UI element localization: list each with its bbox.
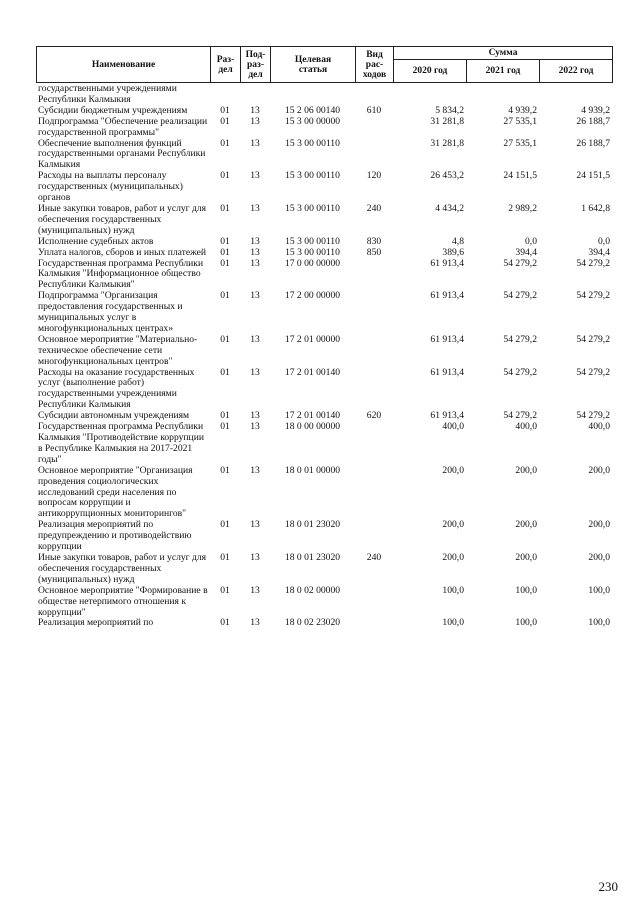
row-sum-2022: 100,0 [588, 617, 610, 629]
row-vid [355, 259, 393, 292]
row-vid: 240 [366, 551, 382, 563]
row-statya: 17 0 00 00000 [284, 257, 341, 269]
row-podrazdel: 13 [250, 551, 260, 563]
row-razdel: 01 [220, 464, 230, 476]
row-statya: 17 2 01 00140 [284, 410, 341, 422]
row-podrazdel: 13 [250, 202, 260, 214]
row-podrazdel: 13 [250, 290, 260, 302]
row-vid: 620 [366, 410, 382, 422]
row-razdel [210, 84, 240, 106]
row-statya: 17 2 00 00000 [284, 290, 341, 302]
row-podrazdel: 13 [250, 170, 260, 182]
table-row [36, 553, 612, 586]
row-sum-2020: 100,0 [442, 584, 464, 596]
row-sum-2020: 61 913,4 [430, 410, 464, 422]
row-sum-2020: 200,0 [442, 519, 464, 531]
row-sum-2021: 100,0 [515, 584, 537, 596]
table-row [36, 248, 612, 259]
header-summa: Сумма [394, 47, 613, 60]
row-podrazdel: 13 [250, 104, 260, 116]
row-sum-2022: 4 939,2 [581, 104, 610, 116]
row-sum-2021: 54 279,2 [503, 366, 537, 378]
row-razdel: 01 [220, 421, 230, 433]
row-sum-2021: 200,0 [515, 464, 537, 476]
row-sum-2022: 400,0 [588, 421, 610, 433]
row-statya: 15 3 00 00110 [285, 202, 340, 214]
row-sum-2021: 54 279,2 [503, 290, 537, 302]
row-sum-2022: 54 279,2 [576, 366, 610, 378]
row-name: Иные закупки товаров, работ и услуг для обеспечения государственных (муниципальных) нужд [38, 202, 207, 236]
row-razdel: 01 [220, 170, 230, 182]
row-sum-2022: 24 151,5 [576, 170, 610, 182]
row-name: Подпрограмма "Обеспечение реализации государственной программы" [38, 115, 208, 138]
header-name: Наименование [37, 47, 211, 83]
row-sum-2022: 200,0 [588, 464, 610, 476]
row-name: Государственная программа Республики Калмыкия "Противодействие коррупции в Республике Калмыкия на 2017-2021 годы" [38, 421, 204, 465]
row-razdel: 01 [220, 333, 230, 345]
row-razdel: 01 [220, 290, 230, 302]
row-statya: 15 2 06 00140 [284, 104, 341, 116]
table-row [36, 171, 612, 204]
row-sum-2022: 100,0 [588, 584, 610, 596]
row-statya: 18 0 01 00000 [284, 464, 341, 476]
row-sum-2021: 54 279,2 [503, 257, 537, 269]
row-podrazdel: 13 [250, 246, 260, 258]
row-podrazdel: 13 [250, 519, 260, 531]
row-razdel: 01 [220, 257, 230, 269]
row-sum-2021: 200,0 [515, 519, 537, 531]
row-razdel: 01 [220, 551, 230, 563]
row-name: Основное мероприятие "Формирование в обществе нетерпимого отношения к коррупции" [38, 584, 208, 618]
row-name: Обеспечение выполнения функций государственными органами Республики Калмыкия [38, 137, 206, 171]
row-sum-2021: 24 151,5 [503, 170, 537, 182]
row-vid [355, 422, 393, 466]
row-name: Субсидии бюджетным учреждениям [38, 104, 188, 116]
table-row [36, 259, 612, 292]
row-podrazdel: 13 [250, 421, 260, 433]
row-podrazdel [240, 84, 270, 106]
row-razdel: 01 [220, 202, 230, 214]
row-podrazdel: 13 [250, 137, 260, 149]
row-sum-2021: 400,0 [515, 421, 537, 433]
row-podrazdel: 13 [250, 333, 260, 345]
row-statya: 18 0 02 23020 [284, 617, 341, 629]
row-sum-2020: 100,0 [442, 617, 464, 629]
table-row [36, 586, 612, 619]
row-podrazdel: 13 [250, 257, 260, 269]
table-row [36, 466, 612, 521]
row-podrazdel: 13 [250, 617, 260, 629]
table-row [36, 237, 612, 248]
row-sum-2022: 26 188,7 [576, 115, 610, 127]
row-sum-2020: 4 434,2 [435, 202, 464, 214]
row-sum-2022: 54 279,2 [576, 290, 610, 302]
row-sum-2022: 54 279,2 [576, 333, 610, 345]
table-row [36, 84, 612, 106]
row-vid [355, 520, 393, 553]
row-name: Иные закупки товаров, работ и услуг для обеспечения государственных (муниципальных) нужд [38, 551, 207, 585]
row-podrazdel: 13 [250, 366, 260, 378]
row-statya: 15 3 00 00110 [285, 235, 340, 247]
row-statya: 18 0 02 00000 [284, 584, 341, 596]
row-vid [355, 335, 393, 368]
table-row [36, 291, 612, 335]
row-vid: 830 [366, 235, 382, 247]
row-sum-2022: 0,0 [598, 235, 610, 247]
row-vid [355, 586, 393, 619]
table-row [36, 422, 612, 466]
row-statya [270, 84, 355, 106]
row-name: Расходы на оказание государственных услуг (выполнение работ) государственными учреждениями Республики Калмыкия [38, 366, 195, 411]
row-statya: 18 0 01 23020 [284, 519, 341, 531]
row-sum-2020: 4,8 [452, 235, 464, 247]
row-sum-2020: 389,6 [442, 246, 464, 258]
row-name: Расходы на выплаты персоналу государственных (муниципальных) органов [38, 170, 183, 204]
row-name: Уплата налогов, сборов и иных платежей [38, 246, 207, 258]
row-razdel: 01 [220, 104, 230, 116]
row-sum-2020: 400,0 [442, 421, 464, 433]
row-sum-2020: 31 281,8 [430, 137, 464, 149]
table-row [36, 335, 612, 368]
row-sum-2022: 394,4 [588, 246, 610, 258]
row-sum-2021: 27 535,1 [503, 115, 537, 127]
table-row [36, 204, 612, 237]
row-sum-2020: 61 913,4 [430, 366, 464, 378]
row-razdel: 01 [220, 246, 230, 258]
header-statya: Целевая статья [271, 47, 356, 83]
row-sum-2021: 54 279,2 [503, 333, 537, 345]
row-sum-2022 [539, 84, 612, 106]
row-vid: 120 [366, 170, 382, 182]
header-vid: Вид рас- ходов [356, 47, 394, 83]
row-sum-2020: 61 913,4 [430, 333, 464, 345]
row-statya: 18 0 00 00000 [284, 421, 341, 433]
row-name: Субсидии автономным учреждениям [38, 410, 190, 422]
row-sum-2022: 200,0 [588, 519, 610, 531]
row-sum-2021: 54 279,2 [503, 410, 537, 422]
row-name: Реализация мероприятий по предупреждению и противодействию коррупции [38, 519, 192, 553]
row-vid [355, 84, 393, 106]
header-2022: 2022 год [540, 60, 613, 83]
row-sum-2021: 200,0 [515, 551, 537, 563]
header-2021: 2021 год [467, 60, 540, 83]
row-sum-2020: 5 834,2 [435, 104, 464, 116]
row-statya: 18 0 01 23020 [284, 551, 341, 563]
row-vid [355, 618, 393, 629]
row-vid [355, 291, 393, 335]
row-sum-2021 [466, 84, 539, 106]
row-sum-2022: 26 188,7 [576, 137, 610, 149]
row-sum-2020 [393, 84, 466, 106]
row-podrazdel: 13 [250, 235, 260, 247]
page-number: 230 [598, 879, 618, 894]
row-podrazdel: 13 [250, 115, 260, 127]
row-sum-2022: 1 642,8 [581, 202, 610, 214]
row-razdel: 01 [220, 115, 230, 127]
row-razdel: 01 [220, 410, 230, 422]
row-vid [355, 466, 393, 521]
header-razdel: Раз- дел [211, 47, 241, 83]
row-name: Подпрограмма "Организация предоставления государственных и муниципальных услуг в многофункциональных центрах» [38, 290, 183, 334]
row-vid: 240 [366, 202, 382, 214]
row-sum-2021: 0,0 [525, 235, 537, 247]
row-sum-2021: 27 535,1 [503, 137, 537, 149]
row-podrazdel: 13 [250, 584, 260, 596]
row-vid: 610 [366, 104, 382, 116]
table-row [36, 618, 612, 629]
row-sum-2020: 26 453,2 [430, 170, 464, 182]
row-statya: 17 2 01 00000 [284, 333, 341, 345]
row-statya: 15 3 00 00000 [284, 115, 341, 127]
row-sum-2022: 54 279,2 [576, 410, 610, 422]
row-sum-2021: 4 939,2 [508, 104, 537, 116]
row-statya: 15 3 00 00110 [285, 246, 340, 258]
row-razdel: 01 [220, 584, 230, 596]
row-name: государственными учреждениями Республики Калмыкия [38, 83, 177, 105]
table-row [36, 117, 612, 139]
table-row [36, 520, 612, 553]
table-row [36, 139, 612, 172]
row-razdel: 01 [220, 366, 230, 378]
row-name: Государственная программа Республики Калмыкия "Информационное общество Республики Калмыкия" [38, 257, 204, 291]
row-name: Реализация мероприятий по [38, 617, 154, 629]
row-vid [355, 117, 393, 139]
row-statya: 15 3 00 00110 [285, 170, 340, 182]
row-vid: 850 [366, 246, 382, 258]
header-podrazdel: Под- раз- дел [241, 47, 271, 83]
row-razdel: 01 [220, 617, 230, 629]
table-row [36, 368, 612, 412]
row-vid [355, 368, 393, 412]
header-2020: 2020 год [394, 60, 467, 83]
row-razdel: 01 [220, 519, 230, 531]
row-vid [355, 139, 393, 172]
row-razdel: 01 [220, 235, 230, 247]
row-name: Исполнение судебных актов [38, 235, 154, 247]
row-podrazdel: 13 [250, 464, 260, 476]
row-sum-2022: 200,0 [588, 551, 610, 563]
row-statya: 15 3 00 00110 [285, 137, 340, 149]
table-header [36, 46, 613, 83]
row-sum-2020: 200,0 [442, 464, 464, 476]
row-podrazdel: 13 [250, 410, 260, 422]
budget-table [36, 84, 612, 629]
row-sum-2020: 61 913,4 [430, 290, 464, 302]
row-razdel: 01 [220, 137, 230, 149]
row-sum-2021: 100,0 [515, 617, 537, 629]
row-sum-2021: 394,4 [515, 246, 537, 258]
row-name: Основное мероприятие "Материально-техническое обеспечение сети многофункциональных центров" [38, 333, 198, 367]
row-name: Основное мероприятие "Организация проведения социологических исследований среди населения по вопросам коррупции и антикоррупционных мониторингов" [38, 464, 193, 520]
row-sum-2020: 31 281,8 [430, 115, 464, 127]
row-sum-2020: 61 913,4 [430, 257, 464, 269]
row-sum-2022: 54 279,2 [576, 257, 610, 269]
row-sum-2021: 2 989,2 [508, 202, 537, 214]
row-sum-2020: 200,0 [442, 551, 464, 563]
row-statya: 17 2 01 00140 [284, 366, 341, 378]
